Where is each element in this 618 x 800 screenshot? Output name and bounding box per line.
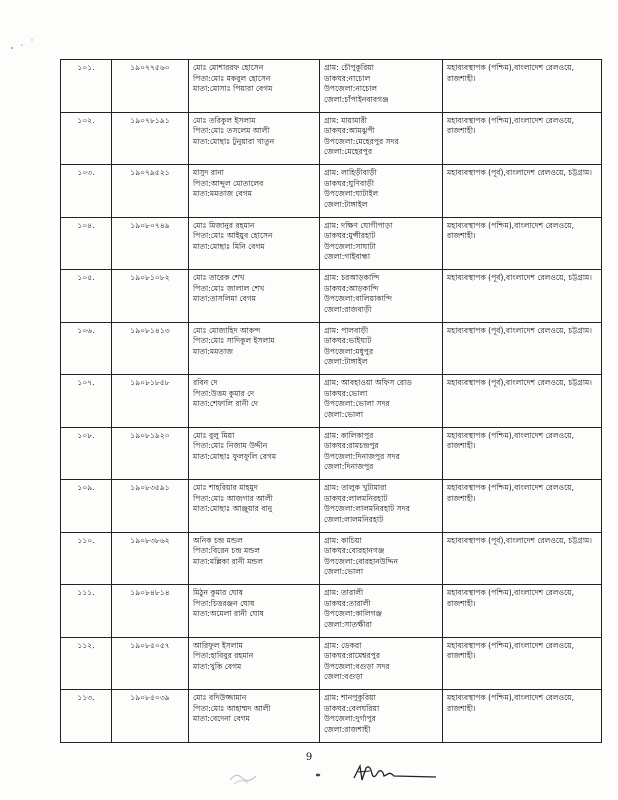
address-cell [320, 322, 443, 375]
serial-cell [61, 165, 112, 218]
father-name: পিতা:মোঃ মকবুল হোসেন [193, 73, 271, 83]
posting-office: মহাব্যবস্থাপক (পশ্চিম),বাংলাদেশ রেলওয়ে, রাজশাহী। [447, 115, 575, 136]
father-name: পিতা:বিরেন চন্দ্র মন্ডল [193, 546, 260, 556]
address-line: গ্রাম: তালুক খুটামারা [324, 483, 387, 492]
serial-cell [61, 60, 112, 113]
address-line: জেলা:রাজশাহী [324, 724, 371, 734]
father-name: পিতা:মোঃ আজগার আলী [193, 493, 273, 503]
posting-office: মহাব্যবস্থাপক (পশ্চিম),বাংলাদেশ রেলওয়ে, রাজশাহী। [447, 220, 575, 241]
serial-cell [61, 480, 112, 533]
candidate-name: মোঃ মোশাররফ হোসেন [193, 63, 264, 72]
candidate-table-body [61, 60, 602, 743]
table-row [61, 165, 602, 218]
name-cell [189, 480, 320, 533]
address-line: উপজেলা:বগুড়া সদর [324, 661, 390, 671]
mother-name: মাতা:শেফালি রানী দে [193, 399, 259, 409]
table-row [61, 532, 602, 585]
address-line: জেলা:টাঙ্গাইল [324, 199, 368, 209]
address-line: উপজেলা:বালিয়াকান্দি [324, 294, 393, 304]
posting-cell [443, 585, 602, 638]
father-name: পিতা:মোঃ সাদিকুল ইসলাম [193, 336, 275, 346]
roll-number: ১৯০৭৮১৯১ [130, 115, 170, 125]
address-line: গ্রাম: শানপুকুরিয়া [324, 693, 376, 702]
address-line: জেলা:মেহেরপুর [324, 147, 373, 157]
mother-name: মাতা:খুকি বেগম [193, 661, 242, 671]
serial-number: ১০৯. [77, 483, 95, 492]
address-line: জেলা:লালমনিরহাট [324, 514, 384, 524]
mother-name: মাতা:বেদেনা বেগম [193, 714, 250, 724]
name-cell [189, 217, 320, 270]
roll-cell [112, 690, 189, 743]
address-line: গ্রাম: দক্ষিণ ঘোগীপাড়া [324, 220, 393, 230]
roll-number: ১৯০৮৩৮৬২ [130, 535, 170, 545]
name-cell [189, 637, 320, 690]
posting-office: মহাব্যবস্থাপক (পশ্চিম),বাংলাদেশ রেলওয়ে, রাজশাহী। [447, 693, 575, 713]
posting-office: মহাব্যবস্থাপক (পশ্চিম),বাংলাদেশ রেলওয়ে, রাজশাহী। [447, 430, 575, 451]
address-line: ডাকঘর:আমঝুপী [324, 126, 375, 136]
address-line: জেলা:বগুড়া [324, 672, 363, 682]
address-line: উপজেলা:মেহেরপুর সদর [324, 136, 399, 146]
roll-cell [112, 585, 189, 638]
posting-office: মহাব্যবস্থাপক (পূর্ব),বাংলাদেশ রেলওয়ে, চট্টগ্রাম। [447, 273, 592, 282]
address-line: জেলা:রাজবাড়ী [324, 304, 372, 314]
serial-cell [61, 270, 112, 323]
father-name: পিতা:আব্দুল মোতালেব [193, 178, 264, 188]
mother-name: মাতা:মোছাঃ ফুলফুলি বেগম [193, 451, 277, 461]
father-name: পিতা:হাবিবুর রহমান [193, 651, 254, 661]
address-line: উপজেলা:মধুপুর [324, 346, 374, 356]
roll-cell [112, 480, 189, 533]
candidate-name: মোঃ মোজাহিদ আকন্দ [193, 325, 261, 335]
mother-name: মাতা:মমতাজ [193, 346, 234, 356]
father-name: পিতা:মোঃ আহাম্মদ আলী [193, 703, 271, 713]
roll-cell [112, 637, 189, 690]
address-cell [320, 532, 443, 585]
serial-number: ১০২. [77, 115, 95, 125]
roll-number: ১৯০৮১০৮২ [130, 273, 170, 282]
candidate-name: রবিন দে [193, 378, 218, 387]
address-line: উপজেলা:দুর্গাপুর [324, 714, 376, 724]
posting-cell [443, 637, 602, 690]
serial-cell [61, 690, 112, 743]
address-cell [320, 375, 443, 428]
address-line: জেলা:ভোলা [324, 409, 364, 419]
name-cell [189, 270, 320, 323]
address-line: ডাকঘর:ভাইঘাট [324, 336, 372, 346]
serial-number: ১১৩. [77, 693, 95, 702]
address-line: ডাকঘর:বোরহানগঞ্জ [324, 546, 385, 556]
serial-number: ১০৩. [77, 168, 95, 177]
table-row [61, 112, 602, 165]
serial-number: ১০৬. [77, 325, 95, 335]
name-cell [189, 375, 320, 428]
serial-cell [61, 375, 112, 428]
roll-cell [112, 427, 189, 480]
posting-cell [443, 322, 602, 375]
address-line: গ্রাম: কালিকাপুর [324, 430, 374, 440]
candidate-name: মোঃ বদিউজ্জামান [193, 693, 247, 702]
mother-name: মাতা:মমতাজ বেগম [193, 189, 252, 199]
mother-name: মাতা:তাসলিমা বেগম [193, 294, 256, 304]
serial-number: ১১২. [77, 640, 95, 650]
mother-name: মাতা:মোছাঃ মিনি বেগম [193, 241, 265, 251]
posting-cell [443, 427, 602, 480]
serial-cell [61, 427, 112, 480]
serial-cell [61, 637, 112, 690]
posting-cell [443, 60, 602, 113]
roll-number: ১৯০৮০৭৪৯ [130, 220, 170, 230]
address-line: ডাকঘর:বেলঘরিয়া [324, 703, 380, 713]
table-row [61, 585, 602, 638]
address-line: গ্রাম: ডেকরা [324, 640, 362, 650]
roll-cell [112, 165, 189, 218]
address-line: গ্রাম: লাহিড়ীবাড়ী [324, 168, 377, 177]
posting-cell [443, 270, 602, 323]
roll-number: ১৯০৭৯৫২১ [130, 168, 170, 177]
serial-cell [61, 112, 112, 165]
serial-number: ১১১. [77, 588, 95, 597]
address-line: জেলা:দিনাজপুর [324, 462, 374, 472]
roll-cell [112, 532, 189, 585]
roll-number: ১৯০৮৪৮১৪ [130, 588, 170, 597]
father-name: পিতা:মোঃ আইয়ুব হোসেন [193, 231, 273, 241]
address-line: উপজেলা:দিনাজপুর সদর [324, 451, 400, 461]
mother-name: মাতা:মোসাঃ পিয়ারা বেগম [193, 84, 273, 94]
table-row [61, 427, 602, 480]
mother-name: মাতা:মোছাঃ আঞ্জুয়ার বানু [193, 504, 273, 514]
father-name: পিতা:মোঃ নিজাম উদ্দীন [193, 441, 268, 451]
posting-office: মহাব্যবস্থাপক (পূর্ব),বাংলাদেশ রেলওয়ে, চট্টগ্রাম। [447, 535, 592, 545]
address-line: উপজেলা:ঘাটাইল [324, 189, 379, 199]
address-cell [320, 112, 443, 165]
roll-number: ১৯০৮১৪১৩ [130, 325, 170, 335]
roll-cell [112, 112, 189, 165]
candidate-name: মিঠুন কুমার ঘোষ [193, 588, 243, 597]
serial-number: ১০১. [77, 63, 95, 72]
address-line: ডাকঘর:নাচোল [324, 73, 371, 83]
corner-smudge [8, 36, 48, 52]
posting-cell [443, 217, 602, 270]
name-cell [189, 112, 320, 165]
page-number: 9 [305, 752, 313, 763]
table-row [61, 322, 602, 375]
address-line: গ্রাম: তারালী [324, 588, 364, 597]
address-line: উপজেলা:নাচোল [324, 84, 378, 94]
table-row [61, 637, 602, 690]
address-line: উপজেলা:লালমনিরহাট সদর [324, 504, 410, 514]
mother-name: মাতা:অমেলা রানী ঘোষ [193, 609, 264, 619]
table-row [61, 217, 602, 270]
posting-cell [443, 532, 602, 585]
posting-cell [443, 112, 602, 165]
table-row [61, 60, 602, 113]
address-line: ডাকঘর:আড়কান্দি [324, 283, 379, 293]
mother-name: মাতা:মোছাঃ টুনুয়ারা খাতুন [193, 136, 275, 146]
roll-number: ১৯০৮৩৫৯১ [130, 483, 170, 492]
roll-number: ১৯০৮১৮৫৮ [130, 378, 170, 387]
serial-number: ১০৮. [77, 430, 95, 440]
address-line: জেলা:চাঁপাইনবাবগঞ্জ [324, 94, 389, 104]
address-cell [320, 480, 443, 533]
serial-cell [61, 532, 112, 585]
posting-cell [443, 480, 602, 533]
address-line: উপজেলা:ভোলা সদর [324, 399, 390, 409]
address-line: ডাকঘর:মুন্সীরহাট [324, 231, 376, 241]
father-name: পিতা:উত্তম কুমার দে [193, 388, 255, 398]
address-line: উপজেলা:সাঘাটা [324, 241, 376, 251]
posting-office: মহাব্যবস্থাপক (পশ্চিম),বাংলাদেশ রেলওয়ে, রাজশাহী। [447, 588, 575, 608]
candidate-name: মোঃ মিজানুর রহমান [193, 220, 255, 230]
posting-cell [443, 165, 602, 218]
serial-cell [61, 585, 112, 638]
address-cell [320, 637, 443, 690]
father-name: পিতা:মোঃ তসলেম আলী [193, 126, 270, 136]
name-cell [189, 585, 320, 638]
address-cell [320, 585, 443, 638]
posting-office: মহাব্যবস্থাপক (পশ্চিম),বাংলাদেশ রেলওয়ে, রাজশাহী। [447, 483, 575, 503]
serial-number: ১০৫. [77, 273, 95, 282]
address-cell [320, 690, 443, 743]
father-name: পিতা:মোঃ জালাল শেখ [193, 283, 265, 293]
serial-cell [61, 322, 112, 375]
candidate-name: অনিক চন্দ্র মন্ডল [193, 535, 243, 545]
roll-cell [112, 60, 189, 113]
candidate-name: মাসুদ রানা [193, 168, 224, 177]
bottom-left-smudge [226, 766, 266, 788]
address-cell [320, 427, 443, 480]
address-cell [320, 270, 443, 323]
roll-number: ১৯০৮৫০৫৭ [130, 640, 170, 650]
candidate-name: মোঃ তরিকুল ইসলাম [193, 115, 256, 125]
posting-office: মহাব্যবস্থাপক (পূর্ব),বাংলাদেশ রেলওয়ে, চট্টগ্রাম। [447, 325, 592, 335]
name-cell [189, 690, 320, 743]
roll-cell [112, 375, 189, 428]
address-cell [320, 217, 443, 270]
serial-number: ১০৭. [77, 378, 95, 387]
address-line: গ্রাম: মায়ামারী [324, 115, 367, 125]
address-cell [320, 165, 443, 218]
address-line: জেলা:টাঙ্গাইল [324, 357, 368, 367]
signature-mark [350, 760, 440, 788]
table-row [61, 375, 602, 428]
candidate-name: আরিফুল ইসলাম [193, 640, 243, 650]
address-line: ডাকঘর:রামেশ্বরপুর [324, 651, 381, 661]
roll-number: ১৯০৭৭৫৬০ [130, 63, 170, 72]
address-line: গ্রাম: আবহাওয়া অফিস রোড [324, 378, 412, 387]
roll-cell [112, 217, 189, 270]
table-row [61, 690, 602, 743]
name-cell [189, 165, 320, 218]
posting-office: মহাব্যবস্থাপক (পূর্ব),বাংলাদেশ রেলওয়ে, চট্টগ্রাম। [447, 168, 592, 177]
address-line: ডাকঘর:রামচন্দ্রপুর [324, 441, 379, 451]
table-row [61, 480, 602, 533]
address-line: ডাকঘর:লালমনিরহাট [324, 493, 388, 503]
address-line: ডাকঘর:ভোলা [324, 388, 368, 398]
posting-office: মহাব্যবস্থাপক (পশ্চিম),বাংলাদেশ রেলওয়ে, রাজশাহী। [447, 63, 575, 83]
father-name: পিতা:চিত্তরঞ্জন ঘোষ [193, 598, 255, 608]
dot-mark [314, 772, 322, 778]
name-cell [189, 322, 320, 375]
serial-number: ১১০. [77, 535, 95, 545]
candidate-table [60, 59, 602, 743]
posting-cell [443, 690, 602, 743]
address-line: ডাকঘর:তারালী [324, 598, 371, 608]
posting-office: মহাব্যবস্থাপক (পশ্চিম),বাংলাদেশ রেলওয়ে, রাজশাহী। [447, 640, 575, 661]
posting-office: মহাব্যবস্থাপক (পূর্ব),বাংলাদেশ রেলওয়ে, চট্টগ্রাম। [447, 378, 592, 387]
serial-number: ১০৪. [77, 220, 95, 230]
address-cell [320, 60, 443, 113]
address-line: জেলা:গাইবান্ধা [324, 252, 371, 262]
roll-cell [112, 270, 189, 323]
address-line: জেলা:সাতক্ষীরা [324, 619, 372, 629]
address-line: গ্রাম: চৌপুকুরিয়া [324, 63, 374, 72]
table-row [61, 270, 602, 323]
address-line: গ্রাম: কাচিয়া [324, 535, 362, 545]
name-cell [189, 532, 320, 585]
roll-number: ১৯০৮১৯২০ [130, 430, 170, 440]
posting-cell [443, 375, 602, 428]
address-line: গ্রাম: পালবাড়ী [324, 325, 369, 335]
address-line: ডাকঘর:ঘুণিবাড়ী [324, 178, 375, 188]
address-line: গ্রাম: চরআড়কান্দি [324, 273, 380, 282]
address-line: উপজেলা:বোরহানউদ্দিন [324, 556, 398, 566]
name-cell [189, 427, 320, 480]
address-line: জেলা:ভোলা [324, 567, 364, 577]
roll-cell [112, 322, 189, 375]
mother-name: মাতা:মল্লিকা রানী মন্ডল [193, 556, 264, 566]
candidate-name: মোঃ তারেক শেখ [193, 273, 245, 282]
name-cell [189, 60, 320, 113]
candidate-name: মোঃ বুলু মিয়া [193, 430, 235, 440]
serial-cell [61, 217, 112, 270]
roll-number: ১৯০৮৫০৩৯ [130, 693, 170, 702]
candidate-name: মোঃ শাহরিয়ার মাহমুদ [193, 483, 258, 492]
address-line: উপজেলা:কালিগঞ্জ [324, 609, 383, 619]
